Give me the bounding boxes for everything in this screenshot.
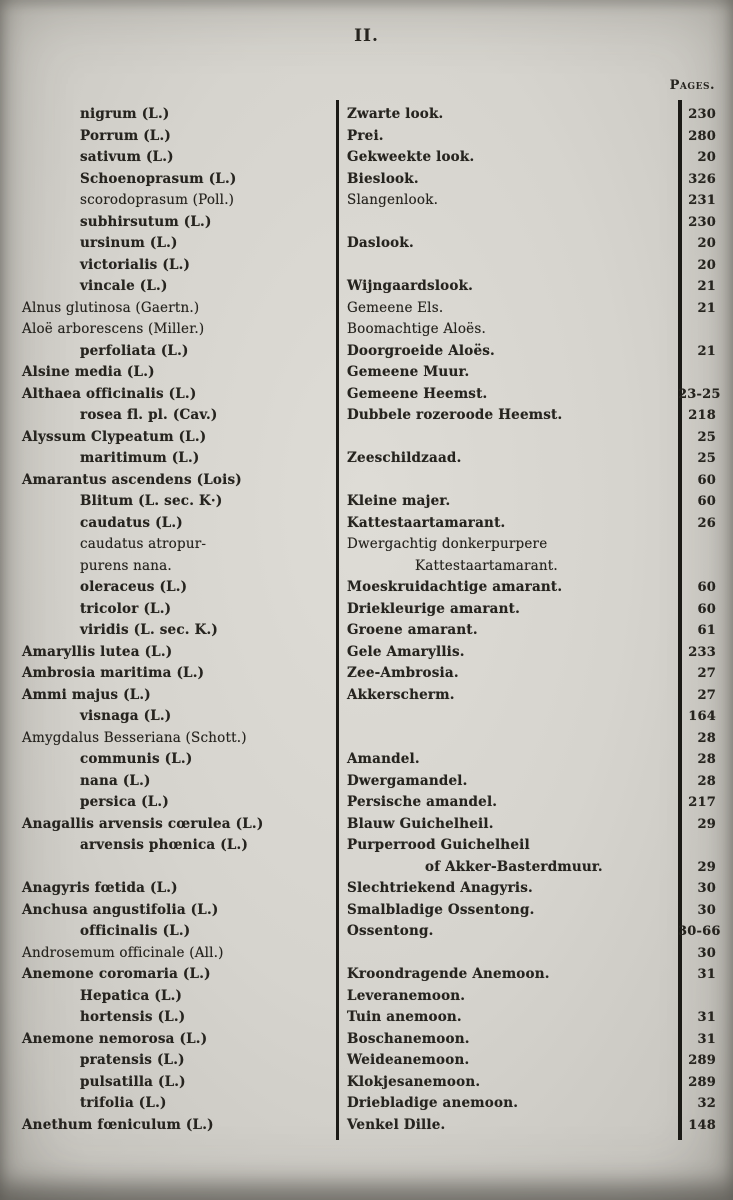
dutch-name: Kattestaartamarant. xyxy=(347,514,506,531)
latin-name: Amygdalus Besseriana (Schott.) xyxy=(22,729,247,746)
latin-name: vincale (L.) xyxy=(80,278,168,294)
dutch-name: Daslook. xyxy=(347,235,414,251)
page-number: 20 xyxy=(697,150,716,165)
table-row xyxy=(0,663,733,685)
page-number xyxy=(678,835,733,857)
dutch-name: Dubbele rozeroode Heemst. xyxy=(347,407,563,423)
page-number: 26 xyxy=(697,515,716,531)
page-number: 32 xyxy=(697,1096,716,1111)
dutch-name xyxy=(337,728,678,750)
latin-name: maritimum (L.) xyxy=(80,450,200,466)
table-row xyxy=(0,190,733,212)
table-row xyxy=(0,814,733,836)
table-row xyxy=(0,577,733,599)
table-row xyxy=(0,986,733,1008)
latin-name xyxy=(0,857,337,879)
dutch-name: Slechtriekend Anagyris. xyxy=(347,880,533,896)
latin-name: rosea fl. pl. (Cav.) xyxy=(80,407,218,423)
page-number: 60 xyxy=(697,580,716,595)
dutch-name: Kroondragende Anemoon. xyxy=(347,966,550,982)
dutch-name: Moeskruidachtige amarant. xyxy=(347,579,563,595)
dutch-name: Persische amandel. xyxy=(347,794,498,810)
table-row xyxy=(0,1115,733,1137)
dutch-name: Smalbladige Ossentong. xyxy=(347,901,535,918)
dutch-name xyxy=(337,470,678,492)
table-row xyxy=(0,104,733,126)
latin-name: officinalis (L.) xyxy=(80,923,191,939)
page-number: 231 xyxy=(688,193,716,208)
dutch-name: Zeeschildzaad. xyxy=(347,450,462,466)
latin-name: ursinum (L.) xyxy=(80,235,178,251)
dutch-name: Amandel. xyxy=(347,751,420,767)
latin-name: oleraceus (L.) xyxy=(80,579,188,595)
table-row xyxy=(0,900,733,922)
table-row xyxy=(0,212,733,234)
dutch-name: Boschanemoon. xyxy=(347,1030,470,1047)
latin-name: Aloë arborescens (Miller.) xyxy=(22,321,205,337)
page-number: 61 xyxy=(697,623,716,638)
dutch-name: Zee-Ambrosia. xyxy=(347,665,459,681)
latin-name: Amaryllis lutea (L.) xyxy=(22,643,173,660)
dutch-name: Purperrood Guichelheil xyxy=(347,837,530,853)
latin-name: viridis (L. sec. K.) xyxy=(80,622,218,638)
latin-name: perfoliata (L.) xyxy=(80,342,189,359)
pages-column-header: Pages. xyxy=(669,78,715,93)
latin-name: hortensis (L.) xyxy=(80,1009,186,1025)
dutch-name: Venkel Dille. xyxy=(347,1116,446,1133)
latin-name: Anemone nemorosa (L.) xyxy=(22,1030,208,1047)
latin-name: Schoenoprasum (L.) xyxy=(80,170,237,187)
table-row xyxy=(0,233,733,255)
dutch-name: Doorgroeide Aloës. xyxy=(347,342,495,359)
table-row xyxy=(0,556,733,578)
dutch-name: Bieslook. xyxy=(347,170,419,187)
index-table xyxy=(0,104,733,1136)
dutch-name: Blauw Guichelheil. xyxy=(347,815,494,832)
dutch-name: Slangenlook. xyxy=(347,192,439,208)
latin-name: Anchusa angustifolia (L.) xyxy=(22,901,219,918)
page-number: 30 xyxy=(697,945,716,961)
latin-name: subhirsutum (L.) xyxy=(80,213,212,230)
page-number: 31 xyxy=(697,1031,716,1047)
page-number: 326 xyxy=(688,171,716,187)
page-number: 60 xyxy=(697,472,716,488)
latin-name: nana (L.) xyxy=(80,772,151,789)
table-row xyxy=(0,427,733,449)
page-number: 30 xyxy=(697,902,716,918)
dutch-name xyxy=(337,427,678,449)
page-number: 217 xyxy=(688,795,716,810)
dutch-name: Tuin anemoon. xyxy=(347,1009,462,1025)
latin-name: Anagallis arvensis cœrulea (L.) xyxy=(22,815,264,832)
dutch-name: Leveranemoon. xyxy=(347,987,466,1004)
page-number: 289 xyxy=(688,1053,716,1068)
latin-name: communis (L.) xyxy=(80,751,193,767)
table-row xyxy=(0,169,733,191)
table-row xyxy=(0,792,733,814)
dutch-name: Driekleurige amarant. xyxy=(347,600,520,617)
table-row xyxy=(0,835,733,857)
page-number: 230 xyxy=(688,214,716,230)
table-row xyxy=(0,857,733,879)
latin-name: sativum (L.) xyxy=(80,149,174,165)
latin-name: Blitum (L. sec. K·) xyxy=(80,493,223,509)
table-row xyxy=(0,749,733,771)
page-number xyxy=(678,556,733,578)
latin-name: victorialis (L.) xyxy=(80,256,191,273)
page-number: 230 xyxy=(688,107,716,122)
latin-name: nigrum (L.) xyxy=(80,106,170,122)
page-number: 30-66 xyxy=(678,924,721,939)
page-number: 20 xyxy=(697,236,716,251)
latin-name: caudatus (L.) xyxy=(80,514,183,531)
page-number: 27 xyxy=(697,687,716,703)
dutch-name: Boomachtige Aloës. xyxy=(347,321,486,337)
page-number: 21 xyxy=(697,279,716,294)
dutch-name: Wijngaardslook. xyxy=(347,278,474,294)
dutch-name: Gemeene Els. xyxy=(347,299,444,316)
dutch-name: Zwarte look. xyxy=(347,106,444,122)
dutch-name: of Akker-Basterdmuur. xyxy=(425,858,603,875)
page-number: 27 xyxy=(697,666,716,681)
dutch-name: Weideanemoon. xyxy=(347,1052,470,1068)
table-row xyxy=(0,685,733,707)
table-row xyxy=(0,1007,733,1029)
dutch-name: Klokjesanemoon. xyxy=(347,1073,481,1090)
page-number: 218 xyxy=(688,408,716,423)
page-number xyxy=(678,986,733,1008)
table-row xyxy=(0,620,733,642)
dutch-name: Ossentong. xyxy=(347,923,434,939)
dutch-name xyxy=(337,255,678,277)
table-row xyxy=(0,126,733,148)
page-number: 280 xyxy=(688,128,716,144)
latin-name: Anemone coromaria (L.) xyxy=(22,966,211,982)
table-row xyxy=(0,771,733,793)
table-row xyxy=(0,1093,733,1115)
dutch-name xyxy=(337,706,678,728)
latin-name: Alnus glutinosa (Gaertn.) xyxy=(22,299,200,316)
table-row xyxy=(0,943,733,965)
page-number: 31 xyxy=(697,967,716,982)
table-row xyxy=(0,642,733,664)
latin-name: pulsatilla (L.) xyxy=(80,1073,186,1090)
dutch-name xyxy=(337,212,678,234)
latin-name: trifolia (L.) xyxy=(80,1095,167,1111)
latin-name: purens nana. xyxy=(80,557,172,574)
table-row xyxy=(0,341,733,363)
latin-name: Hepatica (L.) xyxy=(80,987,183,1004)
dutch-name: Gemeene Muur. xyxy=(347,364,470,380)
page-number: 164 xyxy=(688,709,716,724)
page-number: 21 xyxy=(697,343,716,359)
page-number: 23-25 xyxy=(678,386,721,402)
latin-name: arvensis phœnica (L.) xyxy=(80,837,249,853)
latin-name: Porrum (L.) xyxy=(80,127,171,144)
page-number: 233 xyxy=(688,644,716,660)
latin-name: Alyssum Clypeatum (L.) xyxy=(22,428,207,445)
page-number: 289 xyxy=(688,1074,716,1090)
latin-name: tricolor (L.) xyxy=(80,600,172,617)
page-number: 28 xyxy=(697,773,716,789)
page-number: 28 xyxy=(697,752,716,767)
latin-name: Amarantus ascendens (Lois) xyxy=(22,471,242,488)
table-row xyxy=(0,276,733,298)
page-number: 60 xyxy=(697,494,716,509)
page-number-heading: II. xyxy=(354,26,379,46)
dutch-name: Gele Amaryllis. xyxy=(347,643,465,660)
table-row xyxy=(0,298,733,320)
page-number xyxy=(678,362,733,384)
latin-name: Ammi majus (L.) xyxy=(22,686,151,703)
latin-name: Althaea officinalis (L.) xyxy=(22,385,197,402)
latin-name: Androsemum officinale (All.) xyxy=(22,944,224,961)
table-row xyxy=(0,362,733,384)
dutch-name: Dwergachtig donkerpurpere xyxy=(347,536,548,552)
latin-name: Alsine media (L.) xyxy=(22,364,155,380)
table-row xyxy=(0,405,733,427)
dutch-name: Prei. xyxy=(347,127,384,144)
table-row xyxy=(0,599,733,621)
table-row xyxy=(0,491,733,513)
table-row xyxy=(0,384,733,406)
table-row xyxy=(0,534,733,556)
dutch-name: Kleine majer. xyxy=(347,493,451,509)
latin-name: Ambrosia maritima (L.) xyxy=(22,665,205,681)
page-number: 29 xyxy=(697,859,716,875)
table-row xyxy=(0,728,733,750)
page-number: 25 xyxy=(697,451,716,466)
table-row xyxy=(0,706,733,728)
table-row xyxy=(0,878,733,900)
page-number: 20 xyxy=(697,257,716,273)
dutch-name: Driebladige anemoon. xyxy=(347,1095,519,1111)
latin-name: persica (L.) xyxy=(80,794,169,810)
dutch-name: Gekweekte look. xyxy=(347,149,475,165)
table-row xyxy=(0,319,733,341)
page-number: 60 xyxy=(697,601,716,617)
page-number: 25 xyxy=(697,429,716,445)
page-number: 30 xyxy=(697,881,716,896)
table-row xyxy=(0,513,733,535)
table-row xyxy=(0,1072,733,1094)
latin-name: pratensis (L.) xyxy=(80,1052,185,1068)
table-row xyxy=(0,448,733,470)
page-number: 28 xyxy=(697,730,716,746)
latin-name: caudatus atropur- xyxy=(80,536,207,552)
page-number: 148 xyxy=(688,1117,716,1133)
dutch-name: Groene amarant. xyxy=(347,622,478,638)
table-row xyxy=(0,1050,733,1072)
table-row xyxy=(0,1029,733,1051)
dutch-name: Akkerscherm. xyxy=(347,686,455,703)
page-number xyxy=(678,534,733,556)
table-row xyxy=(0,147,733,169)
dutch-name: Dwergamandel. xyxy=(347,772,468,789)
table-row xyxy=(0,921,733,943)
table-row xyxy=(0,964,733,986)
latin-name: visnaga (L.) xyxy=(80,708,172,724)
table-row xyxy=(0,470,733,492)
page-number: 31 xyxy=(697,1010,716,1025)
dutch-name xyxy=(337,943,678,965)
dutch-name: Gemeene Heemst. xyxy=(347,385,488,402)
table-row xyxy=(0,255,733,277)
page-number: 29 xyxy=(697,816,716,832)
dutch-name: Kattestaartamarant. xyxy=(415,557,558,574)
latin-name: Anagyris fœtida (L.) xyxy=(22,880,178,896)
latin-name: Anethum fœniculum (L.) xyxy=(22,1116,214,1133)
latin-name: scorodoprasum (Poll.) xyxy=(80,192,235,208)
page-number xyxy=(678,319,733,341)
page-number: 21 xyxy=(697,300,716,316)
